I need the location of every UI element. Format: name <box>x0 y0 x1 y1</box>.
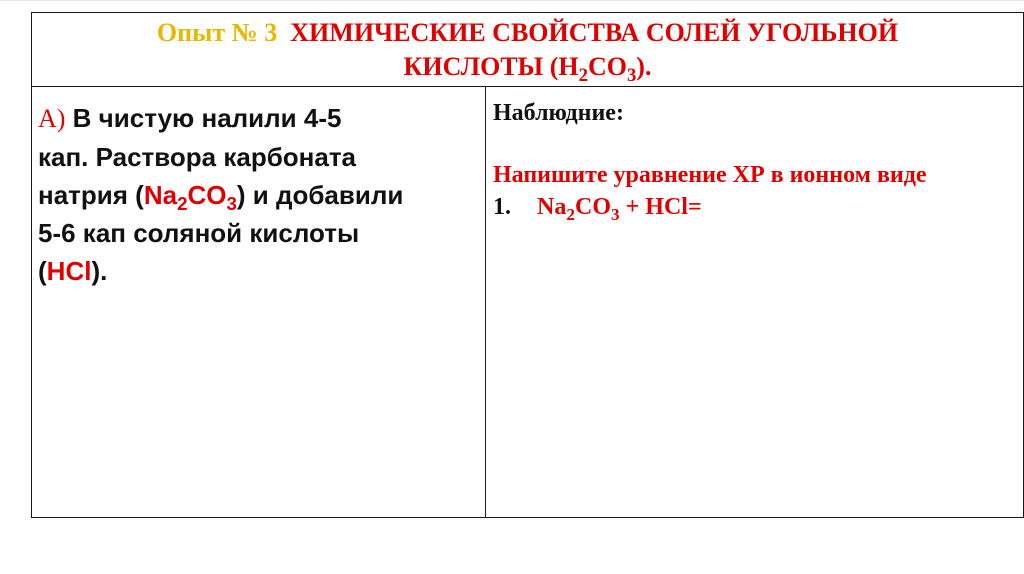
header-title-part: CO <box>587 52 627 81</box>
header-title-part: ). <box>636 52 652 81</box>
top-edge-line <box>0 0 1024 1</box>
header-line-1 <box>32 16 1023 50</box>
header-subscript: 3 <box>626 65 637 87</box>
header-title-line-1: ХИМИЧЕСКИЕ СВОЙСТВА СОЛЕЙ УГОЛЬНОЙ <box>290 18 899 47</box>
procedure-text: ). <box>91 256 108 286</box>
item-marker-paren: ) <box>56 104 66 133</box>
header-title-part: КИСЛОТЫ (H <box>403 52 579 81</box>
formula-part: CO <box>574 194 611 220</box>
formula-subscript: 2 <box>566 204 575 224</box>
procedure-line-1 <box>38 99 485 138</box>
header-subscript: 2 <box>578 65 588 87</box>
header-line-2 <box>32 50 1023 87</box>
procedure-text: ( <box>38 256 47 286</box>
observation-cell <box>486 87 1023 517</box>
procedure-line-2: кап. Раствора карбоната <box>38 142 357 172</box>
procedure-line-5 <box>38 252 485 290</box>
procedure-line-3 <box>38 176 485 214</box>
observation-label: Наблюдние: <box>493 100 624 126</box>
table-header <box>32 13 1023 87</box>
formula-part: HCl <box>46 256 92 286</box>
formula-part: CO <box>187 180 227 210</box>
formula-subscript: 3 <box>610 204 620 224</box>
formula-subscript: 3 <box>226 193 237 215</box>
experiment-table <box>31 12 1024 518</box>
procedure-line-4: 5-6 кап соляной кислоты <box>38 218 360 248</box>
procedure-cell <box>32 87 486 517</box>
procedure-text: В чистую налили 4-5 <box>65 103 342 133</box>
equation-number: 1. <box>493 194 511 220</box>
formula-part: + HCl= <box>619 194 702 220</box>
procedure-text: натрия ( <box>38 180 144 210</box>
experiment-number: Опыт № 3 <box>156 18 278 47</box>
procedure-text: ) и добавили <box>236 180 404 210</box>
item-marker: А <box>38 104 57 133</box>
formula-subscript: 2 <box>177 193 188 215</box>
equation-item <box>493 191 1023 223</box>
formula-part: Na <box>143 180 178 210</box>
task-instruction: Напишите уравнение ХР в ионном виде <box>493 162 927 188</box>
formula-part: Na <box>537 194 567 220</box>
